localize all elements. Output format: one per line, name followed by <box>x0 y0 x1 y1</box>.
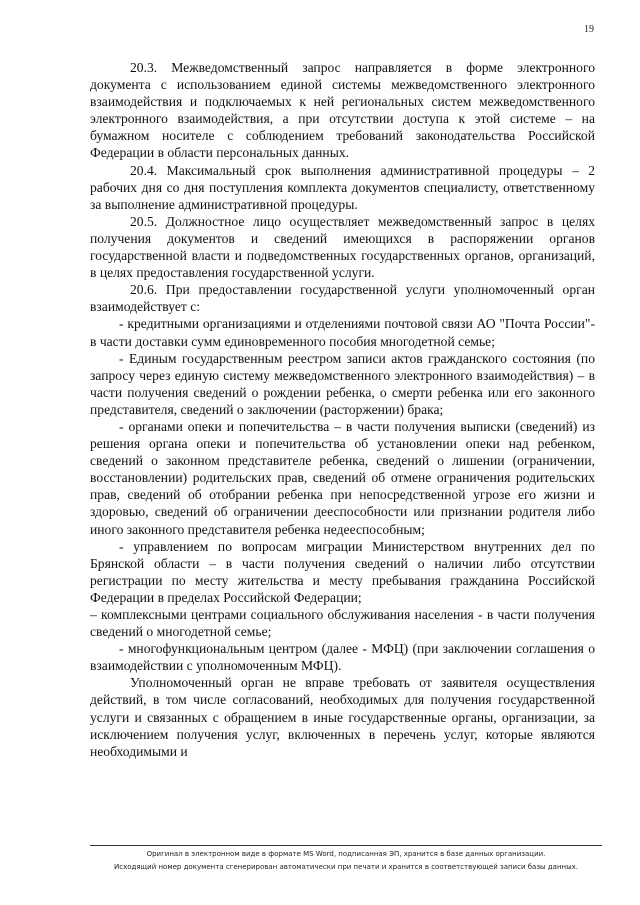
footer-line-1: Оригинал в электронном виде в формате MS Word, подписанная ЭП, хранится в базе данных организации. <box>146 850 546 858</box>
paragraph-final: Уполномоченный орган не вправе требовать от заявителя осуществления действий, в том числе согласований, необходимых для получения государственной услуги и связанных с обращением в иные государственные органы, организации, за исключением получения услуг, включенных в перечень услуг, которые являются необходимыми и <box>90 675 595 759</box>
footer <box>90 848 602 874</box>
paragraph-20-4: 20.4. Максимальный срок выполнения административной процедуры – 2 рабочих дня со дня поступления комплекта документов специалисту, ответственному за выполнение административной процедуры. <box>90 162 595 212</box>
footer-line-2: Исходящий номер документа сгенерирован автоматически при печати и хранится в соответствующей записи базы данных. <box>114 863 578 871</box>
document-body <box>90 59 595 760</box>
list-item-social-centers: – комплексными центрами социального обслуживания населения - в части получения сведений о многодетной семье; <box>90 607 595 640</box>
paragraph-20-6: 20.6. При предоставлении государственной услуги уполномоченный орган взаимодействует с: <box>90 282 595 315</box>
footer-divider <box>90 845 602 846</box>
paragraph-20-5: 20.5. Должностное лицо осуществляет межведомственный запрос в целях получения документов и сведений имеющихся в распоряжении органов государственной власти и подведомственных государственных органов, организаций, в целях предоставления государственной услуги. <box>90 213 595 281</box>
list-item-mfc: - многофункциональным центром (далее - МФЦ) (при заключении соглашения о взаимодействии с уполномоченным МФЦ). <box>90 641 595 674</box>
paragraph-20-3: 20.3. Межведомственный запрос направляется в форме электронного документа с использованием единой системы межведомственного электронного взаимодействия и подключаемых к ней региональных систем межведомственного электронного взаимодействия, а при отсутствии доступа к этой системе – на бумажном носителе с соблюдением требований законодательства Российской Федерации в области персональных данных. <box>90 60 595 161</box>
list-item-migration: - управлением по вопросам миграции Министерством внутренних дел по Брянской области – в части получения сведений о наличии либо отсутствии регистрации по месту жительства и месту пребывания гражданина Российской Федерации в пределах Российской Федерации; <box>90 538 595 605</box>
page-number: 19 <box>584 24 594 35</box>
list-item-credit-orgs: - кредитными организациями и отделениями почтовой связи АО "Почта России"- в части доставки сумм единовременного пособия многодетной семье; <box>90 316 595 349</box>
list-item-civil-registry: - Единым государственным реестром записи актов гражданского состояния (по запросу через единую систему межведомственного электронного взаимодействия) – в части получения сведений о рождении ребенка, о смерти ребенка или его законного представителя, сведений о заключении (расторжении) брака; <box>90 350 595 417</box>
list-item-guardianship: - органами опеки и попечительства – в части получения выписки (сведений) из решения органа опеки и попечительства об установлении опеки над ребенком, сведений о законном представителе ребенка, сведений о лишении (ограничении, восстановлении) родительских прав, сведений об отмене ограничения родительских прав, сведений об отобрании ребенка при непосредственной угрозе его жизни и здоровью, сведений об ограничении дееспособности или признании родителя либо иного законного представителя ребенка недееспособным; <box>90 418 595 537</box>
